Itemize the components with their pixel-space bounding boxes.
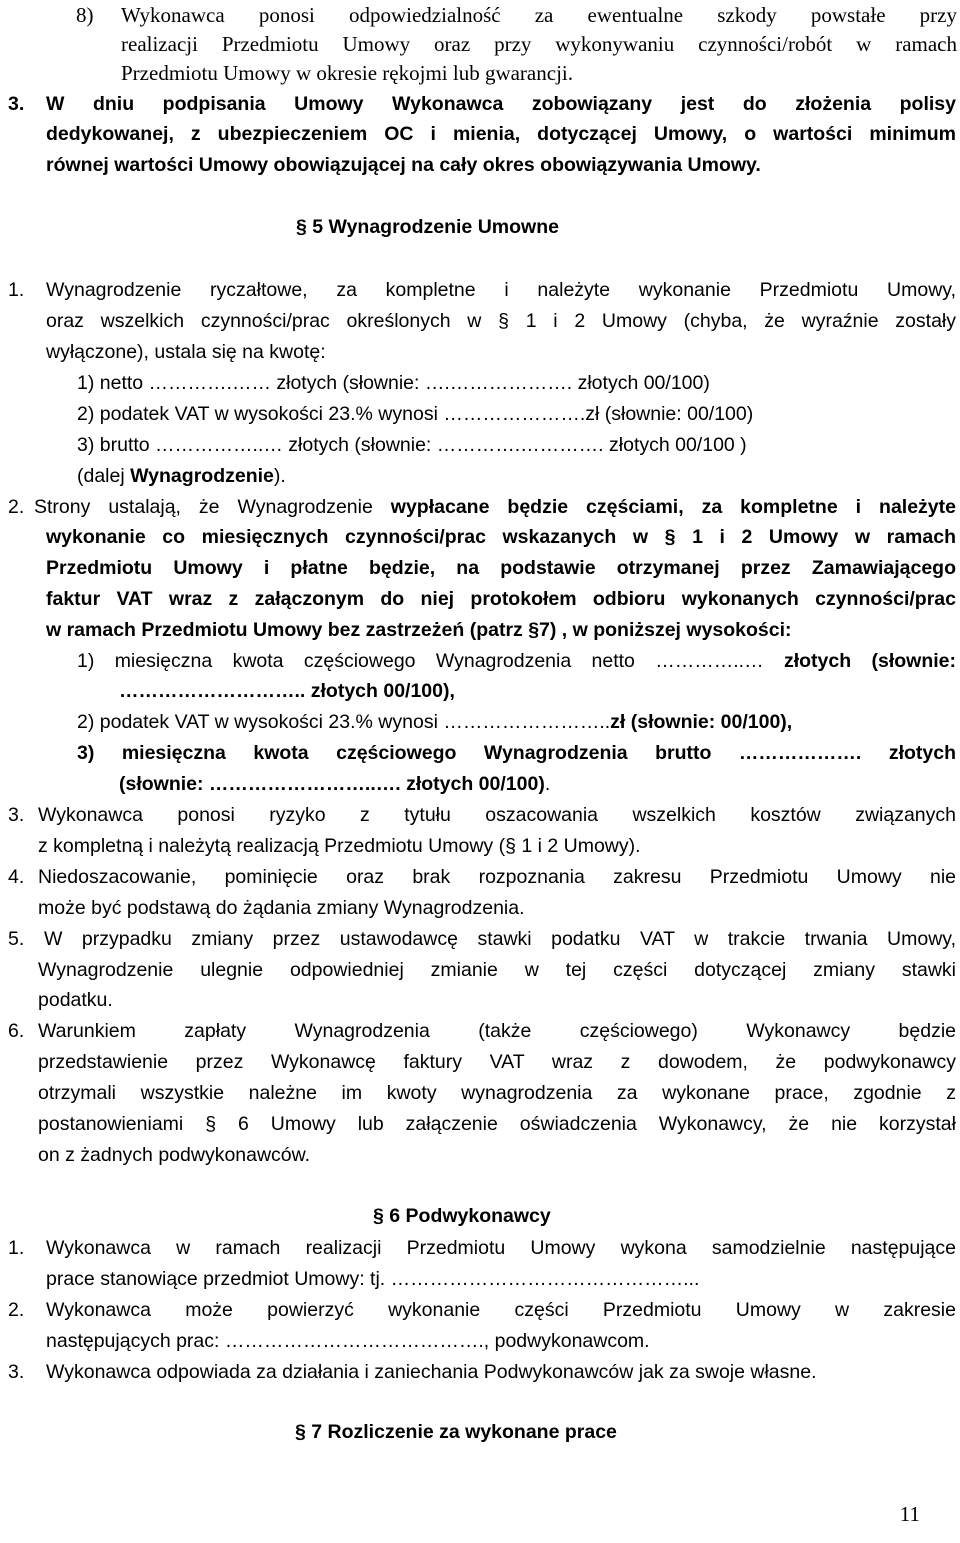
paragraph-line: wykonanie co miesięcznych czynności/prac wskazanych w § 1 i 2 Umowy w ramach <box>46 526 956 548</box>
list-number: 5. <box>8 928 25 950</box>
section-heading: § 7 Rozliczenie za wykonane prace <box>295 1421 617 1443</box>
list-item: 3) brutto ……………..… złotych (słownie: ………….…………. złotych 00/100 ) <box>77 434 747 456</box>
paragraph-line: Wynagrodzenie ulegnie odpowiedniej zmianie w tej części dotyczącej zmiany stawki <box>38 959 956 981</box>
paragraph-line: może być podstawą do żądania zmiany Wynagrodzenia. <box>38 897 525 919</box>
list-number: 1. <box>8 279 25 301</box>
list-number: 8) <box>76 3 94 27</box>
text-run-bold: (słownie: ……………………..…. złotych 00/100) <box>119 773 545 795</box>
list-item: ……………………….. złotych 00/100), <box>119 680 455 702</box>
paragraph-line: faktur VAT wraz z załączonym do niej protokołem odbioru wykonanych czynności/prac <box>46 588 956 610</box>
text-run: 1) miesięczna kwota częściowego Wynagrodzenia netto …………..… <box>77 650 764 672</box>
paragraph-line: oraz wszelkich czynności/prac określonych w § 1 i 2 Umowy (chyba, że wyraźnie zostały <box>46 310 956 332</box>
paragraph-line: on z żadnych podwykonawców. <box>38 1144 311 1166</box>
list-number: 6. <box>8 1020 25 1042</box>
list-number: 3. <box>8 93 25 115</box>
paragraph-line: W przypadku zmiany przez ustawodawcę stawki podatku VAT w trakcie trwania Umowy, <box>44 928 956 950</box>
page-number: 11 <box>899 1502 920 1526</box>
paragraph-line: realizacji Przedmiotu Umowy oraz przy wykonywaniu czynności/robót w ramach <box>121 32 957 56</box>
list-item <box>77 707 792 738</box>
paragraph-line: dedykowanej, z ubezpieczeniem OC i mienia, dotyczącej Umowy, o wartości minimum <box>46 123 956 145</box>
paragraph-line: Wykonawca w ramach realizacji Przedmiotu Umowy wykona samodzielnie następujące <box>46 1237 956 1259</box>
list-item: 1) netto ………….…… złotych (słownie: ….………………. złotych 00/100) <box>77 372 710 394</box>
list-item <box>77 461 286 492</box>
text-run: Strony ustalają, że Wynagrodzenie <box>34 496 391 518</box>
list-number: 2. <box>8 1299 25 1321</box>
paragraph-line: następujących prac: …………………………………., podwykonawcom. <box>46 1330 650 1352</box>
text-run: ). <box>273 465 286 487</box>
text-run: (dalej <box>77 465 131 487</box>
list-item: 3) miesięczna kwota częściowego Wynagrodzenia brutto ………………. złotych <box>77 742 956 764</box>
list-number: 2. <box>8 496 25 518</box>
list-item <box>77 646 956 677</box>
paragraph-line: postanowieniami § 6 Umowy lub załączenie oświadczenia Wykonawcy, że nie korzystał <box>38 1113 956 1135</box>
text-run-bold: złotych (słownie: <box>783 650 956 672</box>
paragraph-line: Przedmiotu Umowy w okresie rękojmi lub gwarancji. <box>121 61 573 85</box>
list-item <box>119 769 550 800</box>
list-number: 3. <box>8 804 25 826</box>
text-run-bold: zł (słownie: 00/100), <box>610 711 793 733</box>
paragraph-line: Wykonawca odpowiada za działania i zaniechania Podwykonawców jak za swoje własne. <box>46 1361 817 1383</box>
text-run-bold: Wynagrodzenie <box>130 465 274 487</box>
paragraph-line: Warunkiem zapłaty Wynagrodzenia (także częściowego) Wykonawcy będzie <box>38 1020 956 1042</box>
paragraph-line: przedstawienie przez Wykonawcę faktury VAT wraz z dowodem, że podwykonawcy <box>38 1051 956 1073</box>
text-run: 2) podatek VAT w wysokości 23.% wynosi …………………….. <box>77 711 611 733</box>
paragraph-line: W dniu podpisania Umowy Wykonawca zobowiązany jest do złożenia polisy <box>46 93 956 115</box>
paragraph-line: w ramach Przedmiotu Umowy bez zastrzeżeń (patrz §7) , w poniższej wysokości: <box>46 619 792 641</box>
paragraph-line: Przedmiotu Umowy i płatne będzie, na podstawie otrzymanej przez Zamawiającego <box>46 557 956 579</box>
paragraph-line: Wykonawca ponosi odpowiedzialność za ewentualne szkody powstałe przy <box>121 3 957 27</box>
list-number: 1. <box>8 1237 25 1259</box>
paragraph-line: wyłączone), ustala się na kwotę: <box>46 341 326 363</box>
paragraph-line: Wykonawca ponosi ryzyko z tytułu oszacowania wszelkich kosztów związanych <box>38 804 956 826</box>
section-heading: § 5 Wynagrodzenie Umowne <box>296 216 559 238</box>
paragraph-line: otrzymali wszystkie należne im kwoty wynagrodzenia za wykonane prace, zgodnie z <box>38 1082 956 1104</box>
text-run-bold: wypłacane będzie częściami, za kompletne i należyte <box>390 496 956 518</box>
paragraph-line: równej wartości Umowy obowiązującej na cały okres obowiązywania Umowy. <box>46 154 761 176</box>
paragraph-line: Niedoszacowanie, pominięcie oraz brak rozpoznania zakresu Przedmiotu Umowy nie <box>38 866 956 888</box>
text-run: . <box>544 773 551 795</box>
paragraph-line <box>34 492 956 523</box>
paragraph-line: z kompletną i należytą realizacją Przedmiotu Umowy (§ 1 i 2 Umowy). <box>38 835 641 857</box>
paragraph-line: prace stanowiące przedmiot Umowy: tj. ………………………………………... <box>46 1268 700 1290</box>
paragraph-line: podatku. <box>38 989 113 1011</box>
paragraph-line: Wynagrodzenie ryczałtowe, za kompletne i należyte wykonanie Przedmiotu Umowy, <box>46 279 956 301</box>
list-number: 4. <box>8 866 25 888</box>
list-number: 3. <box>8 1361 25 1383</box>
list-item: 2) podatek VAT w wysokości 23.% wynosi ………………….zł (słownie: 00/100) <box>77 403 754 425</box>
paragraph-line: Wykonawca może powierzyć wykonanie części Przedmiotu Umowy w zakresie <box>46 1299 956 1321</box>
section-heading: § 6 Podwykonawcy <box>373 1205 551 1227</box>
